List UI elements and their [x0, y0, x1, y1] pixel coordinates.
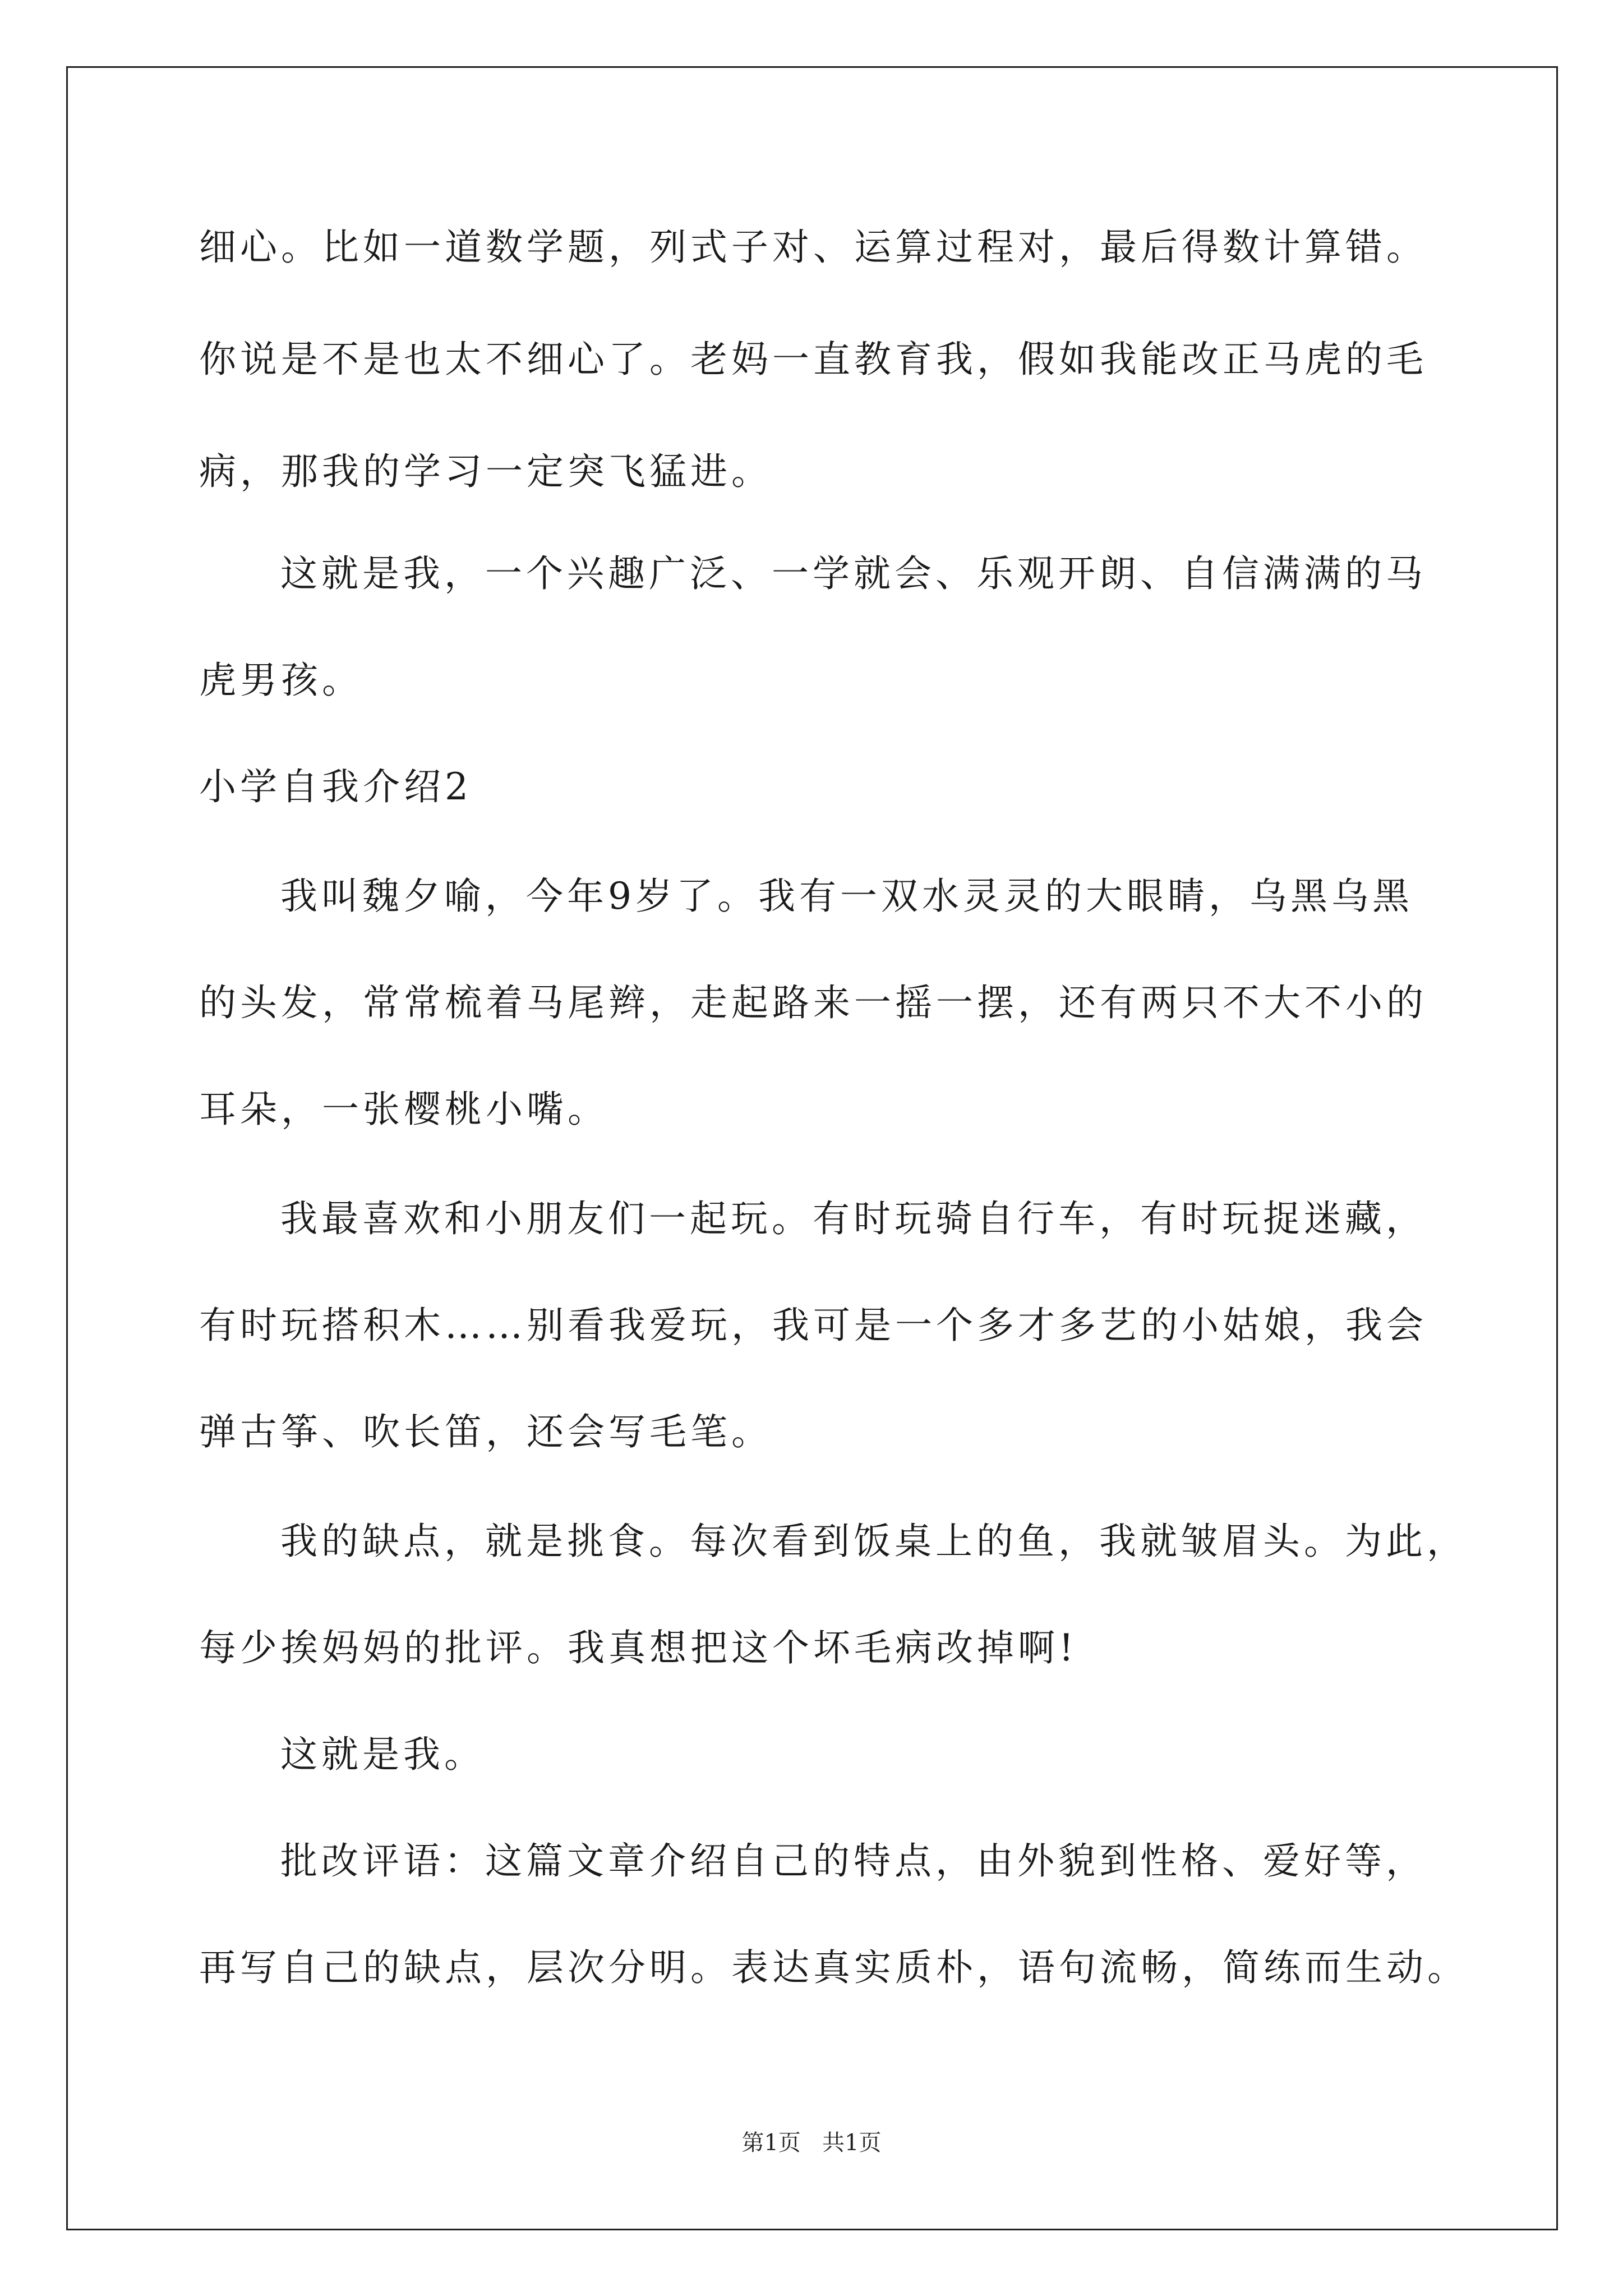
text-line: 再写自己的缺点，层次分明。表达真实质朴，语句流畅，简练而生动。: [199, 1946, 1468, 1989]
text-line: 你说是不是也太不细心了。老妈一直教育我，假如我能改正马虎的毛: [199, 338, 1427, 381]
text-line: 弹古筝、吹长笛，还会写毛笔。: [199, 1410, 772, 1453]
text-line: 细心。比如一道数学题，列式子对、运算过程对，最后得数计算错。: [199, 226, 1427, 269]
page-footer: 第1页 共1页: [741, 2130, 882, 2156]
text-line: 耳朵，一张樱桃小嘴。: [199, 1088, 608, 1131]
text-line: 我的缺点，就是挑食。每次看到饭桌上的鱼，我就皱眉头。为此，: [280, 1520, 1468, 1563]
text-line: 病，那我的学习一定突飞猛进。: [199, 450, 772, 493]
text-line: 我叫魏夕喻，今年9岁了。我有一双水灵灵的大眼睛，乌黑乌黑: [280, 875, 1413, 918]
text-line: 这就是我。: [280, 1733, 485, 1776]
text-line: 我最喜欢和小朋友们一起玩。有时玩骑自行车，有时玩捉迷藏，: [280, 1197, 1427, 1240]
text-line: 这就是我，一个兴趣广泛、一学就会、乐观开朗、自信满满的马: [280, 552, 1427, 595]
text-line: 有时玩搭积木……别看我爱玩，我可是一个多才多艺的小姑娘，我会: [199, 1304, 1427, 1347]
text-line: 批改评语：这篇文章介绍自己的特点，由外貌到性格、爱好等，: [280, 1839, 1427, 1883]
section-heading: 小学自我介绍2: [199, 765, 472, 808]
text-line: 的头发，常常梳着马尾辫，走起路来一摇一摆，还有两只不大不小的: [199, 981, 1427, 1024]
page-border: [66, 66, 1558, 2230]
text-line: 虎男孩。: [199, 659, 363, 702]
text-line: 每少挨妈妈的批评。我真想把这个坏毛病改掉啊!: [199, 1626, 1078, 1669]
